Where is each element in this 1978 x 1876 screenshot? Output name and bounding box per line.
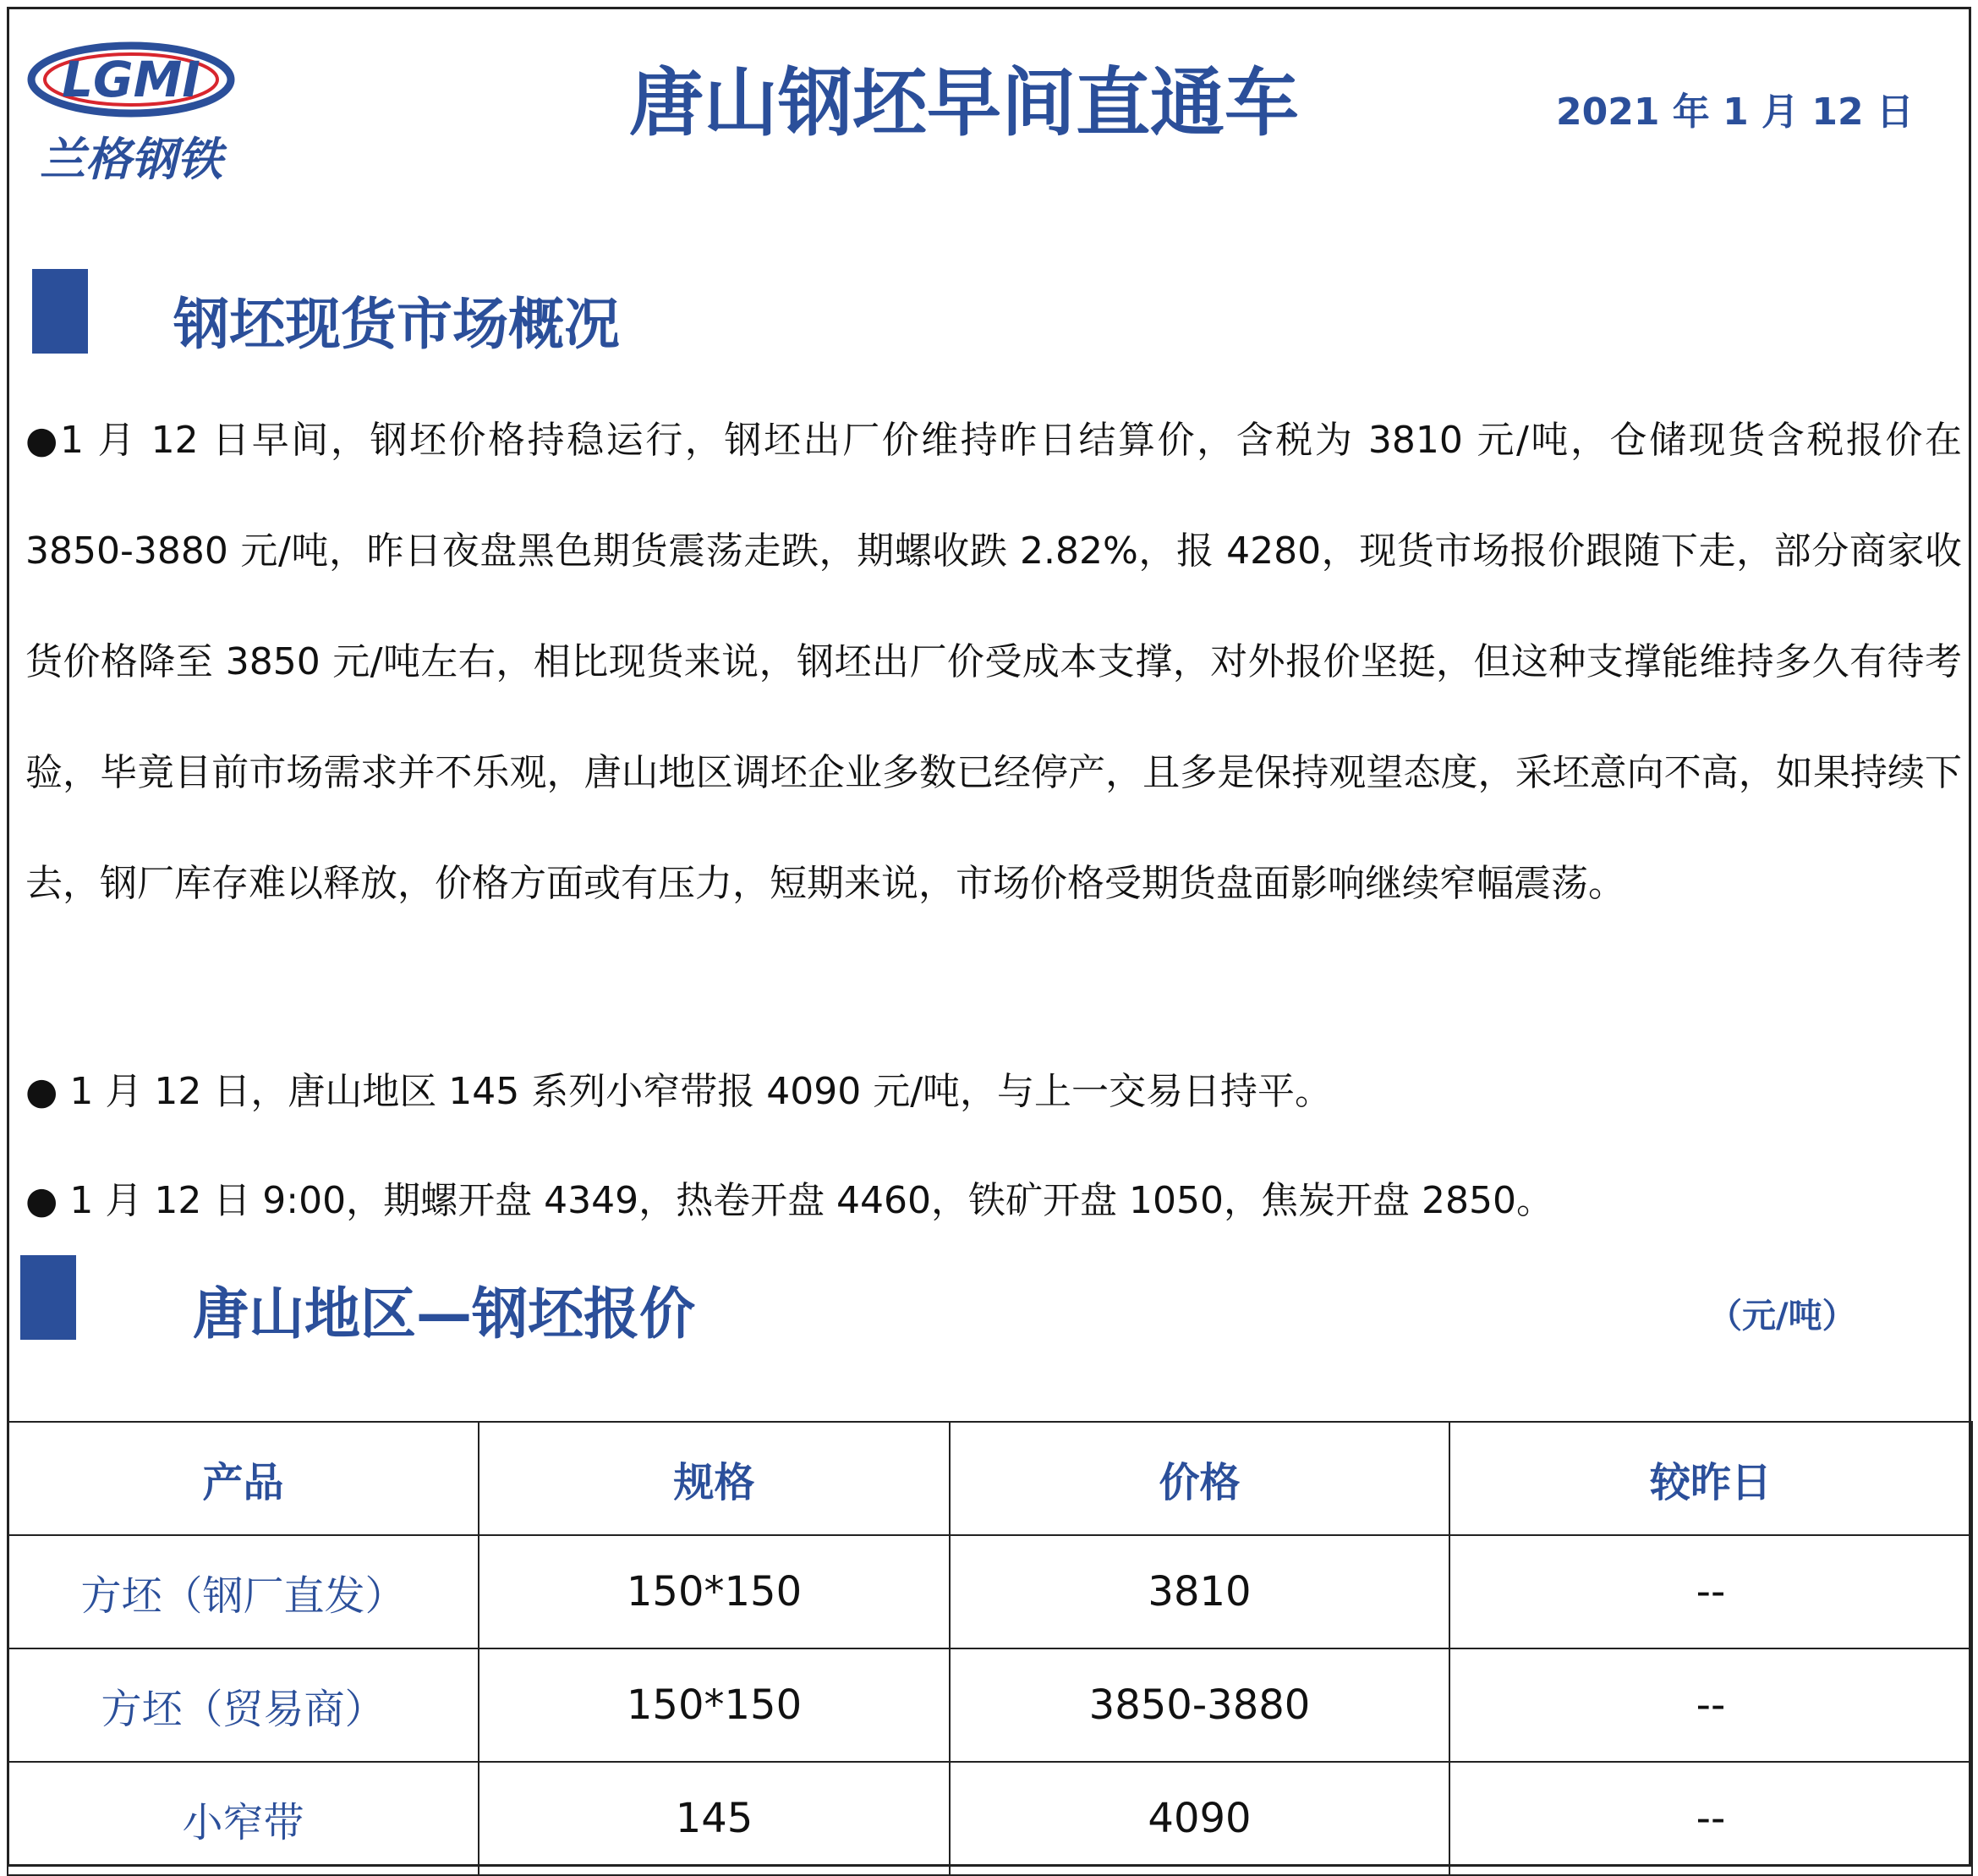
section-title-market: 钢坯现货市场概况 [173,292,620,357]
price-cell: 3850-3880 [950,1648,1449,1762]
svg-text:兰格钢铁: 兰格钢铁 [40,132,222,186]
market-summary-paragraph: ●1 月 12 日早间，钢坯价格持稳运行，钢坯出厂价维持昨日结算价，含税为 3810 元/吨，仓储现货含税报价在 3850-3880 元/吨，昨日夜盘黑色期货震荡走跌，期螺收跌 2.82%，报 4280，现货市场报价跟随下走，部分商家收货价格降至 3850 元/吨左右，相比现货来说，钢坯出厂价受成本支撑，对外报价坚挺，但这种支撑能维持多久有待考验，毕竟目前市场需求并不乐观，唐山地区调坯企业多数已经停产，且多是保持观望态度，采坯意向不高，如果持续下去，钢厂库存难以释放，价格方面或有压力，短期来说，市场价格受期货盘面影响继续窄幅震荡。 [25,419,1962,905]
column-header: 较昨日 [1449,1422,1972,1535]
page-title: 唐山钢坯早间直通车 [628,59,1299,146]
column-header: 价格 [950,1422,1449,1535]
section-title-prices: 唐山地区—钢坯报价 [193,1281,695,1347]
spec-cell: 150*150 [479,1648,950,1762]
bullet-narrow-strip: ● 1 月 12 日，唐山地区 145 系列小窄带报 4090 元/吨，与上一交易日持平。 [25,1070,1333,1113]
section-marker [32,269,88,354]
lgmi-logo [25,36,245,196]
spec-cell: 145 [479,1762,950,1875]
change-cell: -- [1449,1535,1972,1648]
column-header: 产品 [8,1422,479,1535]
bullet-futures-open: ● 1 月 12 日 9:00，期螺开盘 4349，热卷开盘 4460，铁矿开盘 1050，焦炭开盘 2850。 [25,1179,1553,1222]
section-marker [20,1255,76,1340]
product-cell: 方坯（贸易商） [8,1648,479,1762]
report-date: 2021 年 1 月 12 日 [1556,91,1914,134]
price-unit: （元/吨） [1708,1297,1856,1336]
table-row [8,1762,1972,1875]
price-cell: 3810 [950,1535,1449,1648]
price-table [7,1421,1973,1876]
table-header-row [8,1422,1972,1535]
spec-cell: 150*150 [479,1535,950,1648]
table-row [8,1648,1972,1762]
table-row [8,1535,1972,1648]
price-cell: 4090 [950,1762,1449,1875]
column-header: 规格 [479,1422,950,1535]
product-cell: 方坯（钢厂直发） [8,1535,479,1648]
change-cell: -- [1449,1648,1972,1762]
product-cell: 小窄带 [8,1762,479,1875]
change-cell: -- [1449,1762,1972,1875]
svg-text:LGMI: LGMI [62,51,200,108]
